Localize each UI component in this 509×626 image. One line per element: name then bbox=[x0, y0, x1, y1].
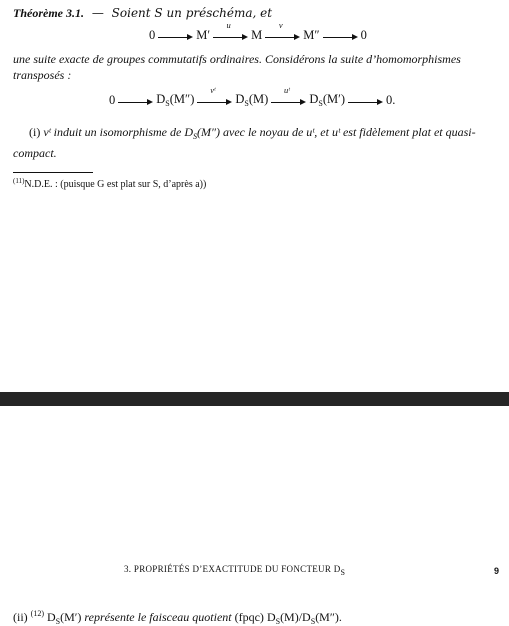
seq-term: 0 bbox=[149, 28, 156, 42]
footnote-rule bbox=[13, 172, 93, 173]
theorem-statement: Soient S un préschéma, et bbox=[111, 6, 273, 20]
theorem-heading bbox=[13, 6, 272, 21]
transposed-sequence bbox=[108, 85, 396, 108]
seq-arrow-vt: vᵗ bbox=[197, 94, 232, 108]
seq-term: $D_S(M')$ bbox=[309, 92, 345, 108]
footnote-mark: (12) bbox=[30, 609, 44, 618]
seq-arrow bbox=[348, 94, 383, 108]
seq-arrow bbox=[118, 94, 153, 108]
theorem-name: Théorème 3.1. bbox=[13, 6, 84, 20]
item-number: (ii) bbox=[13, 610, 28, 624]
page-number: 9 bbox=[494, 566, 500, 576]
running-head: 3. PROPRIÉTÉS D’EXACTITUDE DU FONCTEUR DS bbox=[124, 564, 346, 577]
paragraph-body: une suite exacte de groupes commutatifs ordinaires. Considérons la suite d’homomorphismes transposés : bbox=[13, 52, 461, 82]
seq-term: $D_S(M)$ bbox=[235, 92, 269, 108]
seq-arrow-u: u bbox=[213, 29, 248, 43]
seq-arrow bbox=[158, 29, 193, 43]
seq-term: M′ bbox=[196, 28, 211, 42]
page-separator bbox=[0, 392, 509, 406]
exact-sequence bbox=[148, 20, 368, 43]
seq-term: 0. bbox=[386, 93, 396, 107]
seq-term: $D_S(M'')$ bbox=[156, 92, 195, 108]
seq-term: 0 bbox=[109, 93, 116, 107]
theorem-dash: — bbox=[91, 6, 104, 20]
footnote bbox=[13, 177, 206, 190]
seq-term: M″ bbox=[303, 28, 320, 42]
seq-arrow-ut: uᵗ bbox=[271, 94, 306, 108]
page-bottom bbox=[0, 406, 509, 626]
seq-arrow bbox=[323, 29, 358, 43]
seq-term: M bbox=[251, 28, 263, 42]
seq-arrow-v: v bbox=[265, 29, 300, 43]
footnote-mark: (11) bbox=[13, 177, 25, 185]
paragraph-ii: (ii) $^{(12)}$ $D_S(M')$ représente le faisceau quotient (fpqc) $D_S(M)/D_S(M'')$. bbox=[13, 609, 342, 626]
paragraph-i: (i) vᵗ induit un isomorphisme de $D_S(M'')$ avec le noyau de uᵗ, et uᵗ est fidèlement plat et quasi-compact. bbox=[13, 125, 476, 160]
seq-term: 0 bbox=[360, 28, 367, 42]
item-number: (i) bbox=[29, 125, 41, 139]
footnote-text: N.D.E. : (puisque G est plat sur S, d’après a)) bbox=[24, 179, 207, 190]
